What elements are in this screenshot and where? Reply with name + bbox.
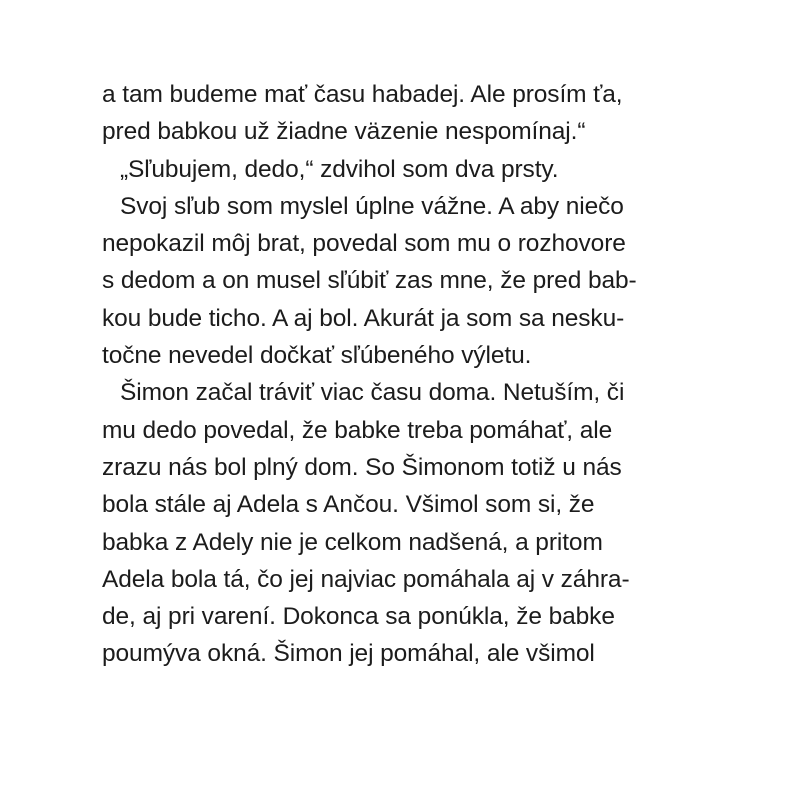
text-line: bola stále aj Adela s Ančou. Všimol som si, že [102, 491, 595, 519]
text-line-paragraph-start: „Sľubujem, dedo,“ zdvihol som dva prsty. [120, 155, 559, 183]
text-line: točne nevedel dočkať sľúbeného výletu. [102, 342, 532, 370]
text-line-paragraph-start: Šimon začal tráviť viac času doma. Netuším, či [120, 379, 625, 407]
text-line: pred babkou už žiadne väzenie nespomínaj.“ [102, 118, 586, 146]
text-line: kou bude ticho. A aj bol. Akurát ja som sa nesku- [102, 304, 625, 332]
text-line: poumýva okná. Šimon jej pomáhal, ale všimol [102, 640, 595, 668]
text-line-paragraph-start: Svoj sľub som myslel úplne vážne. A aby niečo [120, 192, 624, 220]
text-line: Adela bola tá, čo jej najviac pomáhala aj v záhra- [102, 565, 630, 593]
text-line: de, aj pri varení. Dokonca sa ponúkla, že babke [102, 603, 615, 631]
text-line: s dedom a on musel sľúbiť zas mne, že pred bab- [102, 267, 637, 295]
text-line: a tam budeme mať času habadej. Ale prosím ťa, [102, 81, 623, 108]
text-line: mu dedo povedal, že babke treba pomáhať, ale [102, 416, 613, 444]
body-text [102, 76, 702, 673]
text-line: zrazu nás bol plný dom. So Šimonom totiž u nás [102, 453, 622, 481]
text-line: babka z Adely nie je celkom nadšená, a pritom [102, 528, 603, 556]
text-line: nepokazil môj brat, povedal som mu o rozhovore [102, 230, 626, 258]
